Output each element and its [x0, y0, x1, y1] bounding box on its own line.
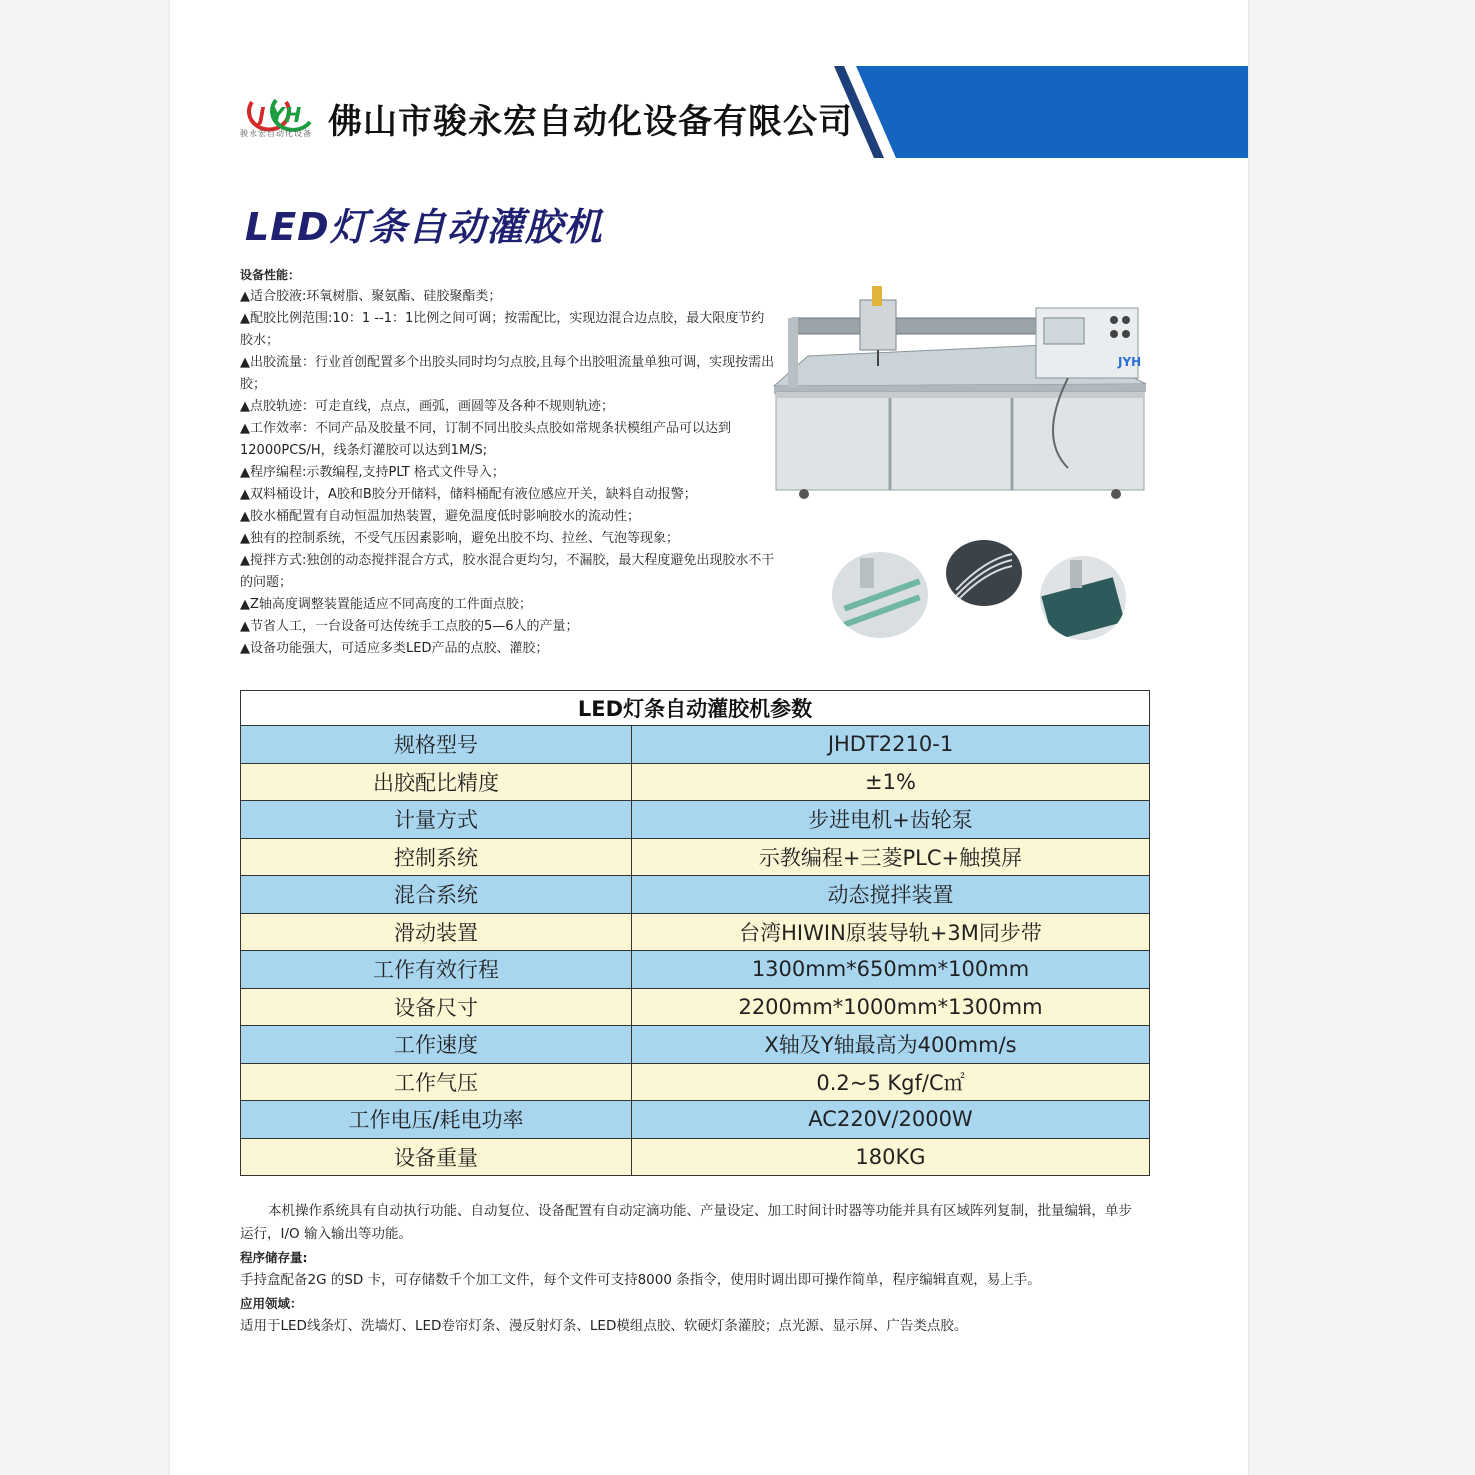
svg-text:J: J	[258, 103, 266, 127]
param-key: 控制系统	[241, 838, 632, 876]
feature-item: ▲点胶轨迹：可走直线，点点，画弧，画圆等及各种不规则轨迹；	[240, 399, 614, 414]
svg-text:YH: YH	[270, 103, 302, 127]
table-row	[241, 913, 1150, 951]
intro-text: 本机操作系统具有自动执行功能、自动复位、设备配置有自动定滴功能、产量设定、加工时间计时器等功能并具有区域阵列复制，批量编辑，单步运行，I/O 输入输出等功能。	[240, 1203, 1132, 1242]
application-heading: 应用领域：	[240, 1296, 303, 1311]
param-key: 工作电压/耗电功率	[241, 1101, 632, 1139]
param-key: 工作气压	[241, 1063, 632, 1101]
param-key: 规格型号	[241, 726, 632, 764]
storage-text: 手持盒配备2G 的SD 卡，可存储数千个加工文件，每个文件可支持8000 条指令，使用时调出即可操作简单，程序编辑直观，易上手。	[240, 1272, 1041, 1288]
company-name: 佛山市骏永宏自动化设备有限公司	[328, 102, 853, 142]
table-row	[241, 876, 1150, 914]
table-row	[241, 763, 1150, 801]
param-value: 0.2~5 Kgf/C㎡	[632, 1063, 1150, 1101]
header-banner	[834, 66, 1248, 158]
param-value: X轴及Y轴最高为400mm/s	[632, 1026, 1150, 1064]
features-heading: 设备性能：	[240, 268, 301, 282]
table-row	[241, 1063, 1150, 1101]
param-value: 动态搅拌装置	[632, 876, 1150, 914]
table-row	[241, 951, 1150, 989]
feature-item: ▲节省人工，一台设备可达传统手工点胶的5—6人的产量；	[240, 619, 579, 634]
application-text: 适用于LED线条灯、洗墙灯、LED卷帘灯条、漫反射灯条、LED模组点胶、软硬灯条灌胶；点光源、显示屏、广告类点胶。	[240, 1318, 968, 1334]
param-value: 示教编程+三菱PLC+触摸屏	[632, 838, 1150, 876]
param-value: 台湾HIWIN原装导轨+3M同步带	[632, 913, 1150, 951]
param-value: ±1%	[632, 763, 1150, 801]
table-row	[241, 801, 1150, 839]
feature-item: ▲出胶流量：行业首创配置多个出胶头同时均匀点胶,且每个出胶咀流量单独可调，实现按需出胶；	[240, 355, 775, 392]
feature-item: ▲独有的控制系统，不受气压因素影响，避免出胶不均、拉丝、气泡等现象；	[240, 531, 679, 546]
param-key: 设备尺寸	[241, 988, 632, 1026]
logo-subtitle: 骏永宏自动化设备	[240, 129, 312, 138]
feature-item: ▲设备功能强大，可适应多类LED产品的点胶、灌胶；	[240, 641, 549, 656]
param-key: 出胶配比精度	[241, 763, 632, 801]
features-section	[240, 264, 776, 660]
detail-photo-1	[832, 552, 928, 638]
machine-badge: JYH	[1118, 355, 1142, 369]
description-section	[240, 1200, 1140, 1338]
param-key: 设备重量	[241, 1138, 632, 1176]
machine-photo	[768, 278, 1160, 508]
feature-item: ▲适合胶液:环氧树脂、聚氨酯、硅胶聚酯类；	[240, 289, 502, 304]
table-row	[241, 1026, 1150, 1064]
param-key: 混合系统	[241, 876, 632, 914]
detail-photo-2	[946, 540, 1022, 606]
feature-item: ▲胶水桶配置有自动恒温加热装置，避免温度低时影响胶水的流动性；	[240, 509, 640, 524]
table-row	[241, 726, 1150, 764]
table-row	[241, 1138, 1150, 1176]
storage-heading: 程序储存量:	[240, 1250, 308, 1265]
param-value: 2200mm*1000mm*1300mm	[632, 988, 1150, 1026]
table-row	[241, 838, 1150, 876]
param-value: 180KG	[632, 1138, 1150, 1176]
product-title: LED灯条自动灌胶机	[245, 205, 603, 249]
param-value: 1300mm*650mm*100mm	[632, 951, 1150, 989]
param-value: JHDT2210-1	[632, 726, 1150, 764]
params-table	[240, 690, 1150, 1176]
table-row	[241, 988, 1150, 1026]
param-key: 工作速度	[241, 1026, 632, 1064]
params-title: LED灯条自动灌胶机参数	[241, 691, 1150, 726]
table-row	[241, 1101, 1150, 1139]
detail-photo-3	[1040, 556, 1126, 640]
feature-item: ▲工作效率：不同产品及胶量不同，订制不同出胶头点胶如常规条状模组产品可以达到12000PCS/H，线条灯灌胶可以达到1M/S;	[240, 421, 731, 458]
feature-item: ▲Z轴高度调整装置能适应不同高度的工件面点胶；	[240, 597, 532, 612]
feature-item: ▲程序编程:示教编程,支持PLT 格式文件导入；	[240, 465, 505, 480]
param-key: 工作有效行程	[241, 951, 632, 989]
param-value: 步进电机+齿轮泵	[632, 801, 1150, 839]
feature-item: ▲搅拌方式:独创的动态搅拌混合方式，胶水混合更均匀，不漏胶，最大程度避免出现胶水不干的问题；	[240, 553, 775, 590]
param-value: AC220V/2000W	[632, 1101, 1150, 1139]
param-key: 滑动装置	[241, 913, 632, 951]
param-key: 计量方式	[241, 801, 632, 839]
feature-item: ▲双料桶设计，A胶和B胶分开储料，储料桶配有液位感应开关，缺料自动报警；	[240, 487, 697, 502]
feature-item: ▲配胶比例范围:10：1 --1：1比例之间可调；按需配比，实现边混合边点胶，最大限度节约胶水；	[240, 311, 765, 348]
